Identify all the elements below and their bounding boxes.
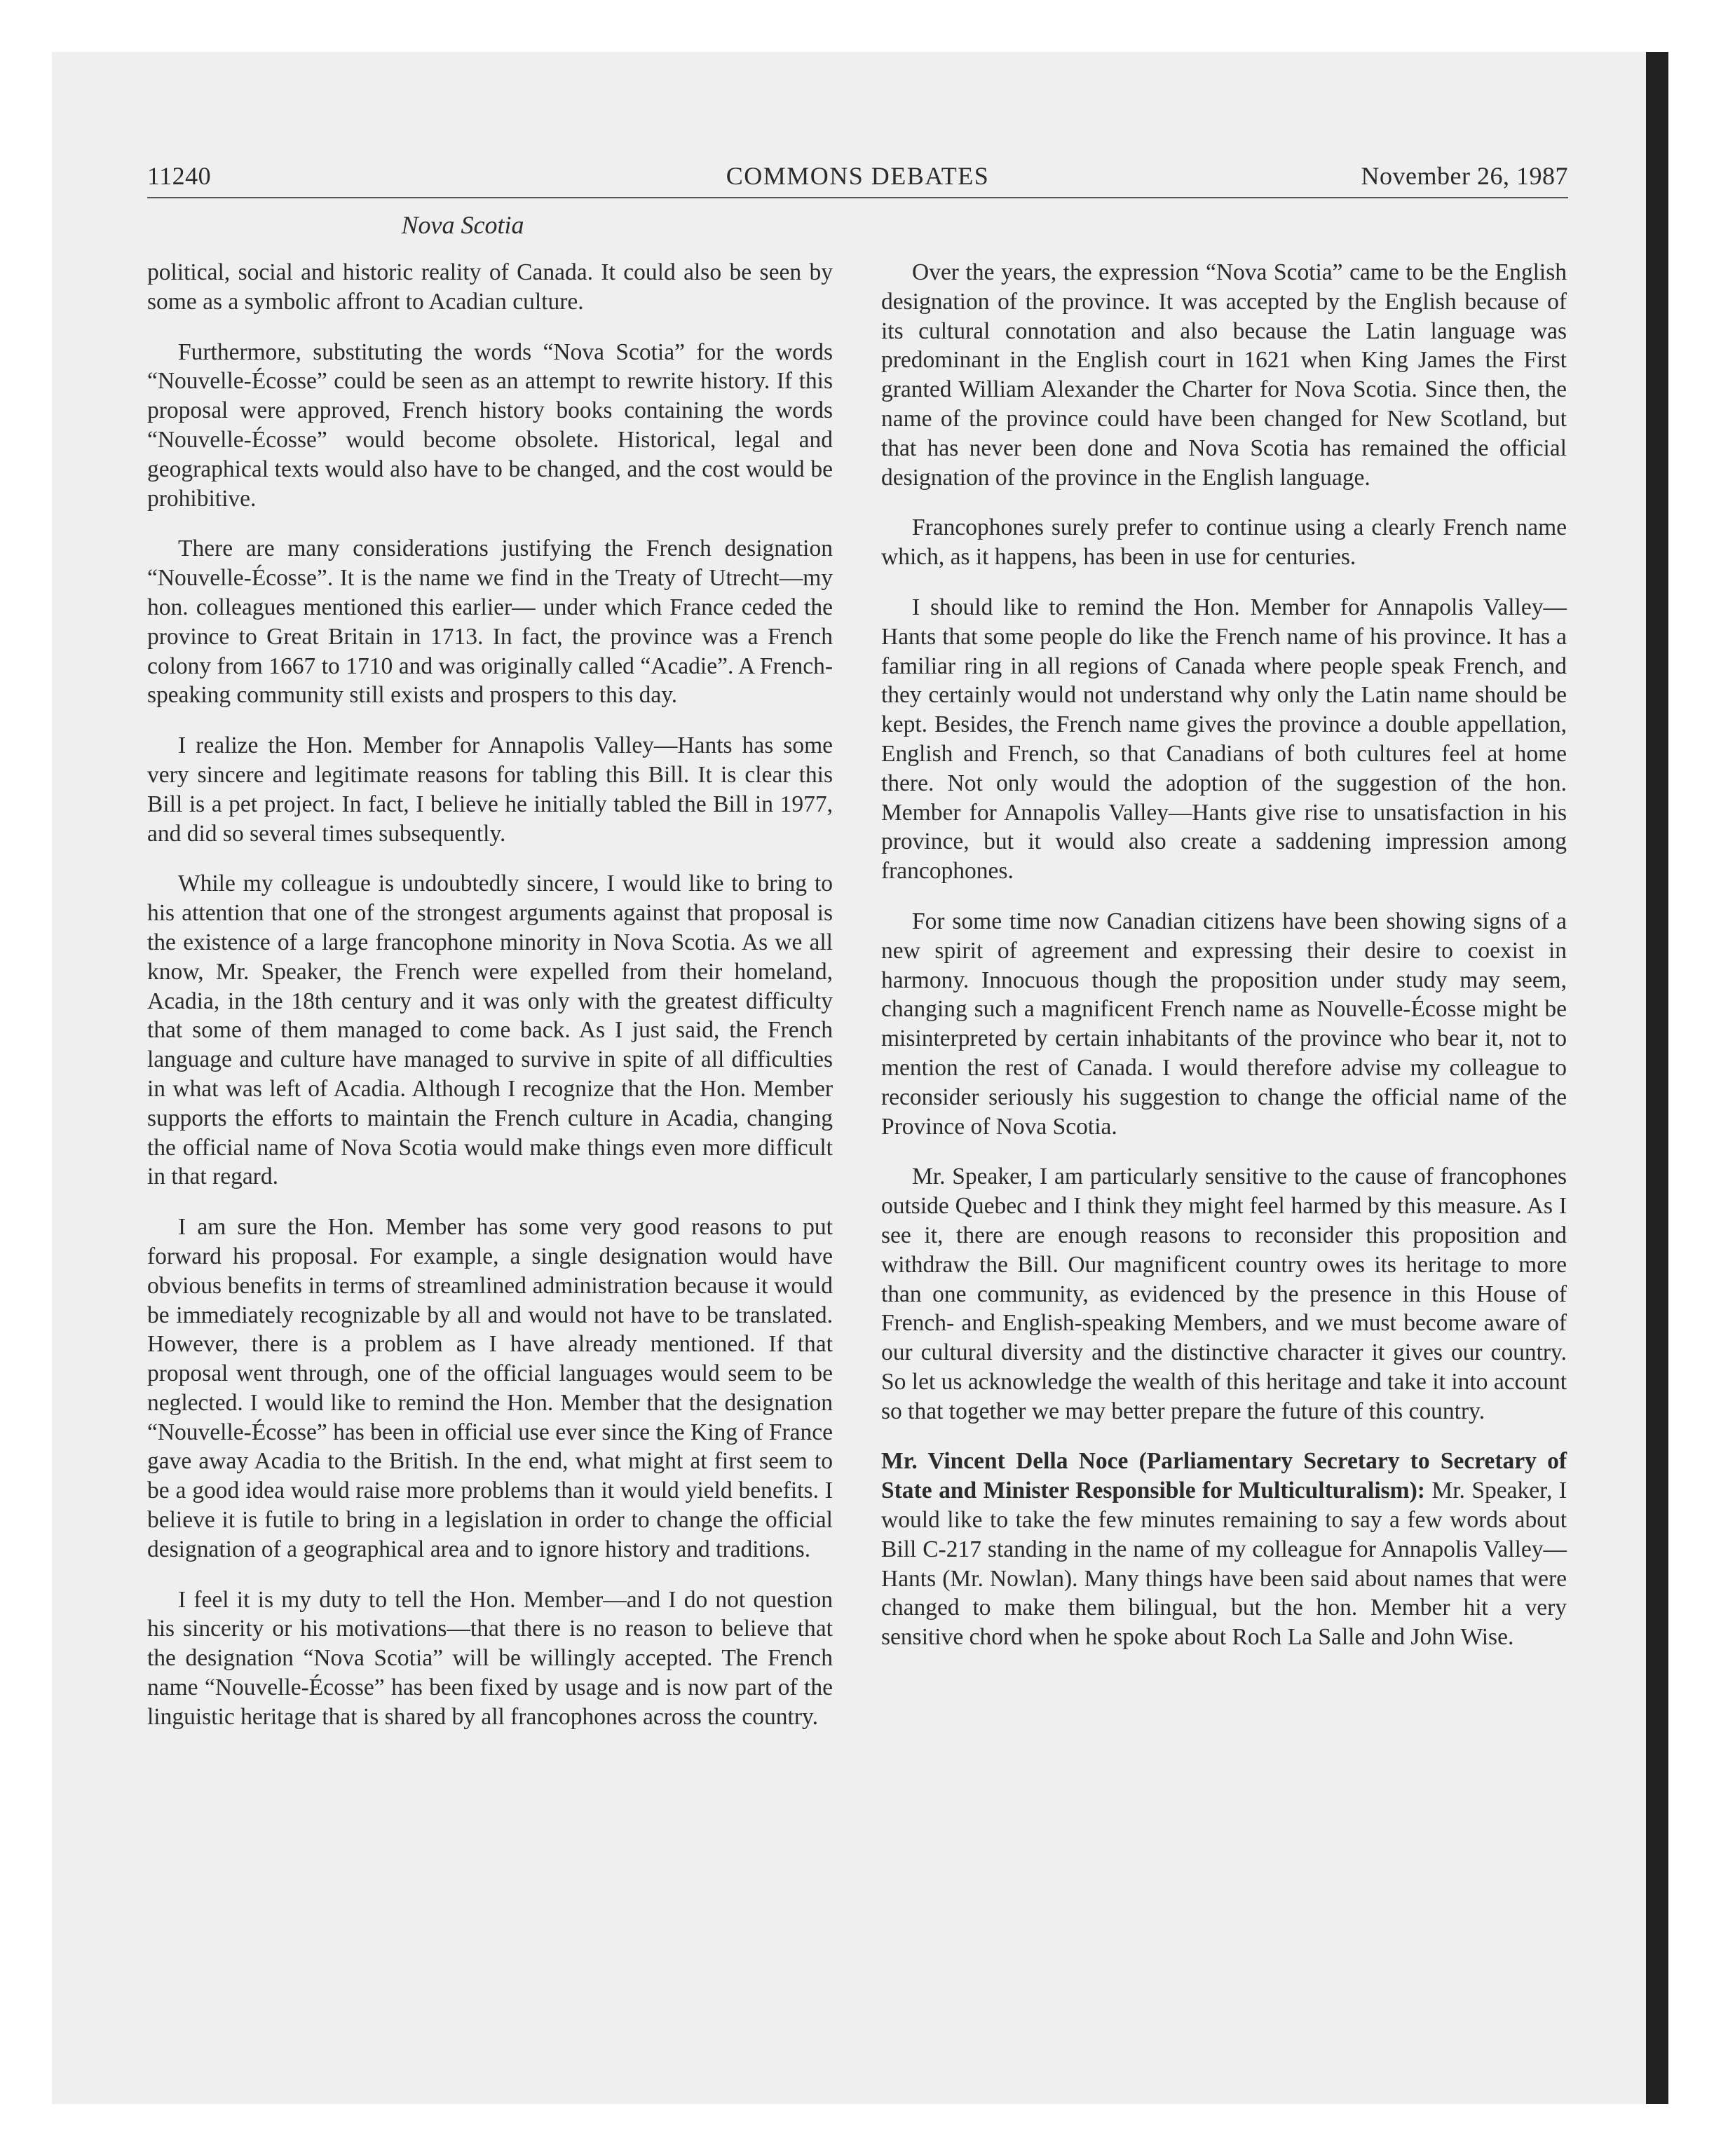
- publication-date: November 26, 1987: [1361, 162, 1568, 190]
- paragraph: I should like to remind the Hon. Member for Annapolis Valley—Hants that some people do like the French name of his province. It has a familiar ring in all regions of Canada where people speak French, and they certainly would not understand why only the Latin name should be kept. Besides, the French name gives the province a double appellation, English and French, so that Canadians of both cultures feel at home there. Not only would the adoption of the suggestion of the hon. Member for Annapolis Valley—Hants give rise to unsatisfaction in his province, but it would also create a saddening impression among francophones.: [881, 594, 1567, 885]
- scan-edge-shadow: [1646, 52, 1668, 2104]
- speaker-name: Mr. Vincent Della Noce (Parliamentary Secretary to Secretary of State and Minister Responsible for Multiculturalism):: [881, 1448, 1567, 1504]
- speech-paragraph: [881, 1447, 1567, 1652]
- section-title: Nova Scotia: [401, 211, 524, 239]
- right-column: [881, 258, 1567, 1673]
- publication-title: COMMONS DEBATES: [726, 162, 990, 190]
- paragraph: While my colleague is undoubtedly sincere, I would like to bring to his attention that one of the strongest arguments against that proposal is the existence of a large francophone minority in Nova Scotia. As we all know, Mr. Speaker, the French were expelled from their homeland, Acadia, in the 18th century and it was only with the greatest difficulty that some of them managed to come back. As I just said, the French language and culture have managed to survive in spite of all difficulties in what was left of Acadia. Although I recognize that the Hon. Member supports the efforts to maintain the French culture in Acadia, changing the official name of Nova Scotia would make things even more difficult in that regard.: [147, 871, 833, 1190]
- paragraph: For some time now Canadian citizens have been showing signs of a new spirit of agreement and expressing their desire to coexist in harmony. Innocuous though the proposition under study may seem, changing such a magnificent French name as Nouvelle-Écosse might be misinterpreted by certain inhabitants of the province who bear it, not to mention the rest of Canada. I would therefore advise my colleague to reconsider seriously his suggestion to change the official name of the Province of Nova Scotia.: [881, 908, 1567, 1140]
- paragraph: I feel it is my duty to tell the Hon. Member—and I do not question his sincerity or his motivations—that there is no reason to believe that the designation “Nova Scotia” will be willingly accepted. The French name “Nouvelle-Écosse” has been fixed by usage and is now part of the linguistic heritage that is shared by all francophones across the country.: [147, 1586, 833, 1730]
- paragraph: I realize the Hon. Member for Annapolis Valley—Hants has some very sincere and legitimate reasons for tabling this Bill. It is clear this Bill is a pet project. In fact, I believe he initially tabled the Bill in 1977, and did so several times subsequently.: [147, 732, 833, 847]
- page-header: [147, 161, 1568, 195]
- paragraph: Francophones surely prefer to continue using a clearly French name which, as it happens, has been in use for centuries.: [881, 514, 1567, 571]
- paragraph: political, social and historic reality of Canada. It could also be seen by some as a symbolic affront to Acadian culture.: [147, 259, 833, 315]
- page-number: 11240: [147, 162, 212, 190]
- paragraph: There are many considerations justifying the French designation “Nouvelle-Écosse”. It is the name we find in the Treaty of Utrecht—my hon. colleagues mentioned this earlier— under which France ceded the province to Great Britain in 1713. In fact, the province was a French colony from 1667 to 1710 and was originally called “Acadie”. A French-speaking community still exists and prospers to this day.: [147, 535, 833, 709]
- paragraph: Over the years, the expression “Nova Scotia” came to be the English designation of the province. It was accepted by the English because of its cultural connotation and also because the Latin language was predominant in the English court in 1621 when King James the First granted William Alexander the Charter for Nova Scotia. Since then, the name of the province could have been changed for New Scotland, but that has never been done and Nova Scotia has remained the official designation of the province in the English language.: [881, 259, 1567, 491]
- paragraph: Furthermore, substituting the words “Nova Scotia” for the words “Nouvelle-Écosse” could be seen as an attempt to rewrite history. If this proposal were approved, French history books containing the words “Nouvelle-Écosse” would become obsolete. Historical, legal and geographical texts would also have to be changed, and the cost would be prohibitive.: [147, 339, 833, 512]
- speech-text: Mr. Speaker, I would like to take the few minutes remaining to say a few words about Bill C-217 standing in the name of my colleague for Annapolis Valley—Hants (Mr. Nowlan). Many things have been said about names that were changed to make them bilingual, but the hon. Member hit a very sensitive chord when he spoke about Roch La Salle and John Wise.: [881, 1478, 1567, 1651]
- paragraph: I am sure the Hon. Member has some very good reasons to put forward his proposal. For example, a single designation would have obvious benefits in terms of streamlined administration because it would be immediately recognizable by all and would not have to be translated. However, there is a problem as I have already mentioned. If that proposal went through, one of the official languages would seem to be neglected. I would like to remind the Hon. Member that the designation “Nouvelle-Écosse” has been in official use ever since the King of France gave away Acadia to the British. In the end, what might at first seem to be a good idea would raise more problems than it would yield benefits. I believe it is futile to bring in a legislation in order to change the official designation of a geographical area and to ignore history and traditions.: [147, 1214, 833, 1562]
- left-column: [147, 258, 833, 1753]
- header-rule: [147, 197, 1568, 198]
- paragraph: Mr. Speaker, I am particularly sensitive to the cause of francophones outside Quebec and I think they might feel harmed by this measure. As I see it, there are enough reasons to reconsider this proposition and withdraw the Bill. Our magnificent country owes its heritage to more than one community, as evidenced by the presence in this House of French- and English-speaking Members, and we must become aware of our cultural diversity and the distinctive character it gives our country. So let us acknowledge the wealth of this heritage and take it into account so that together we may better prepare the future of this country.: [881, 1164, 1567, 1424]
